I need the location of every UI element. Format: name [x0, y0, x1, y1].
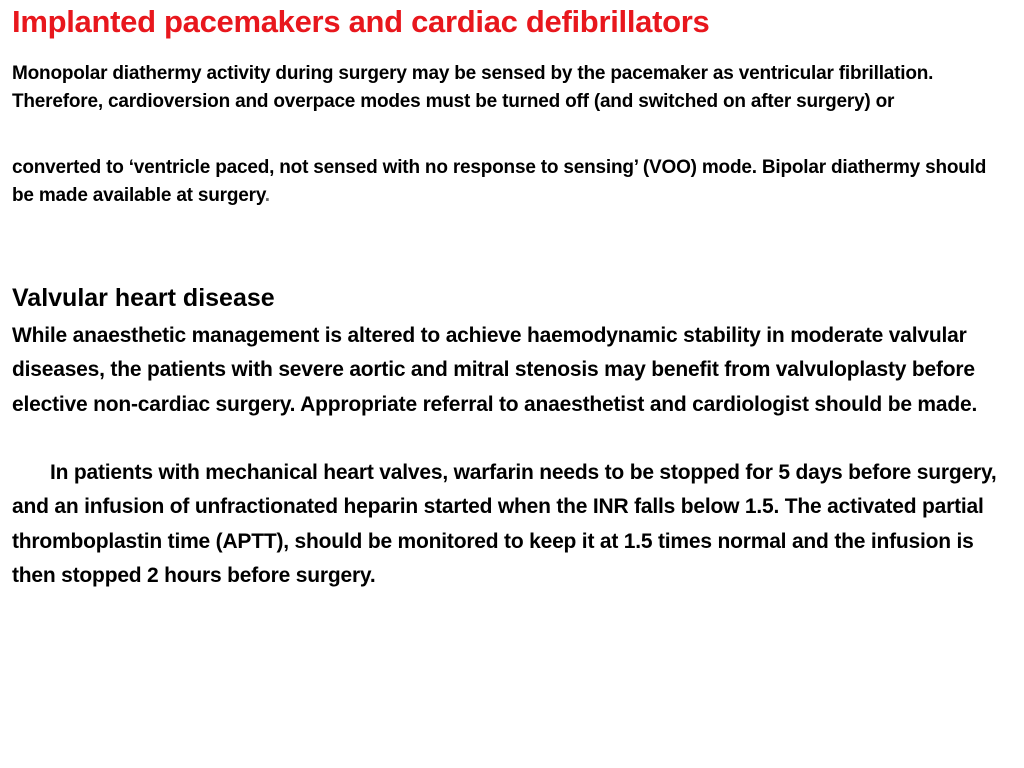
pacemaker-paragraph-2-period: .	[264, 185, 270, 206]
slide-title: Implanted pacemakers and cardiac defibrillators	[12, 4, 710, 39]
valvular-heading: Valvular heart disease	[12, 284, 275, 312]
pacemaker-paragraph-2	[12, 154, 1002, 210]
valvular-paragraph-2-text: In patients with mechanical heart valves, warfarin needs to be stopped for 5 days before surgery, and an infusion of unfractionated heparin started when the INR falls below 1.5. The activated partial thromboplastin time (APTT), should be monitored to keep it at 1.5 times normal and the infusion is then stopped 2 hours before surgery.	[12, 461, 997, 587]
pacemaker-paragraph-2-text: converted to ‘ventricle paced, not sensed with no response to sensing’ (VOO) mode. Bipolar diathermy should be made available at surgery	[12, 157, 987, 206]
valvular-paragraph-1: While anaesthetic management is altered to achieve haemodynamic stability in moderate valvular diseases, the patients with severe aortic and mitral stenosis may benefit from valvuloplasty before elective non-cardiac surgery. Appropriate referral to anaesthetist and cardiologist should be made.	[12, 324, 978, 416]
pacemaker-paragraph-1: Monopolar diathermy activity during surgery may be sensed by the pacemaker as ventricular fibrillation. Therefore, cardioversion and overpace modes must be turned off (and switched on after surgery) or	[12, 63, 934, 112]
valvular-paragraph-2	[12, 456, 1012, 593]
